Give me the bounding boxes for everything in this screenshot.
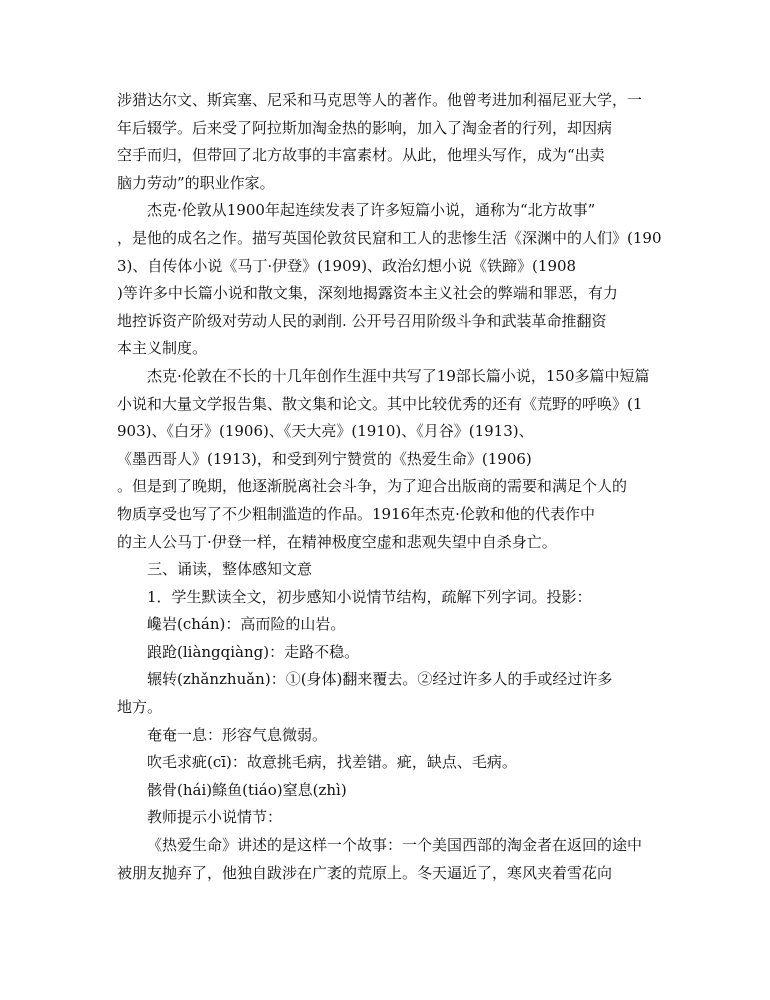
paragraph: 辗转(zhǎnzhuǎn)：①(身体)翻来覆去。②经过许多人的手或经过许多 地方。 (117, 670, 613, 717)
paragraph: 杰克·伦敦在不长的十几年创作生涯中共写了19部长篇小说，150多篇中短篇 小说和大量文学报告集、散文集和论文。其中比较优秀的还有《荒野的呼唤》(1 903)、《白牙》(1906)、《天大亮》(1910)、《月谷》(1913)、 《墨西哥人》(1913)，和受到列宁赞赏的《热爱生命》(1906) 。但是到了晚期，他逐渐脱离社会斗争，为了迎合出版商的需要和满足个人的 物质享受也写了不少粗制滥造的作品。1916年杰克·伦敦和他的代表作中 的主人公马丁·伊登一样，在精神极度空虚和悲观失望中自杀身亡。 (117, 366, 650, 551)
paragraph: 吹毛求疵(cī)：故意挑毛病，找差错。疵，缺点、毛病。 (147, 753, 517, 772)
paragraph: 涉猎达尔文、斯宾塞、尼采和马克思等人的著作。他曾考进加利福尼亚大学，一 年后辍学。后来受了阿拉斯加淘金热的影响，加入了淘金者的行列，却因病 空手而归，但带回了北方故事的丰富素材。从此，他埋头写作，成为“出卖 脑力劳动”的职业作家。 (117, 91, 643, 192)
body-text (117, 87, 662, 887)
paragraph: 教师提示小说情节： (147, 808, 283, 827)
paragraph: 杰克·伦敦从1900年起连续发表了许多短篇小说，通称为“北方故事” ，是他的成名之作。描写英国伦敦贫民窟和工人的悲惨生活《深渊中的人们》(190 3)、自传体小说《马丁·伊登》(1909)、政治幻想小说《铁蹄》(1908 )等许多中长篇小说和散文集，深刻地揭露资本主义社会的弊端和罪恶，有力 地控诉资产阶级对劳动人民的剥削. 公开号召用阶级斗争和武装革命推翻资 本主义制度。 (117, 201, 662, 358)
paragraph: 三、诵读，整体感知文意 (147, 560, 313, 579)
paragraph: 骸骨(hái)鲦鱼(tiáo)窒息(zhì) (147, 780, 347, 799)
paragraph: 《热爱生命》讲述的是这样一个故事：一个美国西部的淘金者在返回的途中 被朋友抛弃了，他独自跋涉在广袤的荒原上。冬天逼近了，寒风夹着雪花向 (117, 836, 643, 882)
paragraph: 踉跄(liàngqiàng)：走路不稳。 (147, 642, 360, 661)
paragraph: 巉岩(chán)：高而险的山岩。 (147, 615, 346, 634)
paragraph: 奄奄一息：形容气息微弱。 (147, 725, 328, 744)
paragraph: 1．学生默读全文，初步感知小说情节结构，疏解下列字词。投影： (147, 587, 592, 606)
